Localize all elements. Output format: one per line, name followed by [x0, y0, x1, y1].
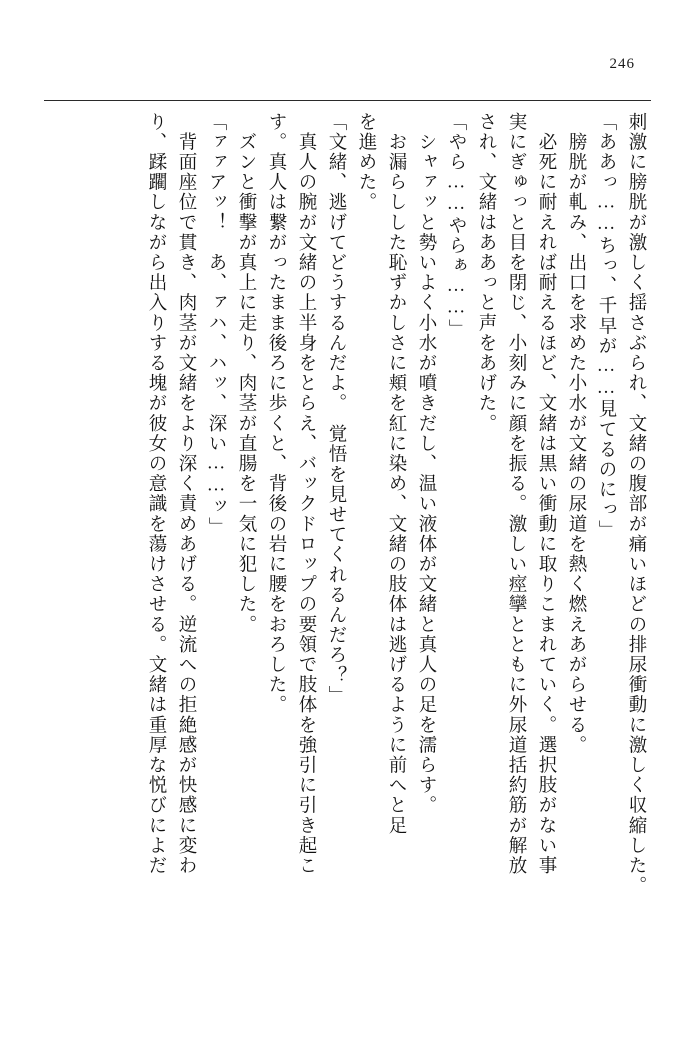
- header-rule: [44, 100, 651, 101]
- text-line: 背面座位で貫き、肉茎が文緒をより深く責めあげる。逆流への拒絶感が快感に変わ: [176, 112, 196, 876]
- text-line: 「ァァアッ！ あ、ァハ、ハッ、深い……ッ」: [206, 112, 226, 538]
- body-text-block: [52, 112, 645, 992]
- text-line: ズンと衝撃が真上に走り、肉茎が直腸を一気に犯した。: [236, 112, 256, 635]
- text-line: 「ああっ……ちっ、千早が……見てるのにっ」: [596, 112, 616, 541]
- text-line: を進めた。: [356, 112, 376, 213]
- text-line: り、蹂躙しながら出入りする塊が彼女の意識を蕩けさせる。文緒は重厚な悦びによだ: [146, 112, 166, 876]
- text-line: シャァッと勢いよく小水が噴きだし、温い液体が文緒と真人の足を濡らす。: [416, 112, 436, 816]
- text-line: 「文緒、逃げてどうするんだよ。 覚悟を見せてくれるんだろ？」: [326, 112, 346, 706]
- page-number: 246: [609, 56, 635, 72]
- text-line: 実にぎゅっと目を閉じ、小刻みに顔を振る。激しい痙攣とともに外尿道括約筋が解放: [506, 112, 526, 876]
- text-line: 膀胱が軋み、出口を求めた小水が文緒の尿道を熱く燃えあがらせる。: [566, 112, 586, 756]
- text-line: 必死に耐えれば耐えるほど、文緒は黒い衝動に取りこまれていく。選択肢がない事: [536, 112, 556, 876]
- text-line: 刺激に膀胱が激しく揺さぶられ、文緒の腹部が痛いほどの排尿衝動に激しく収縮した。: [626, 112, 646, 896]
- text-line: お漏らしした恥ずかしさに頬を紅に染め、文緒の肢体は逃げるように前へと足: [386, 112, 406, 836]
- text-line: 「やら……やらぁ……」: [446, 112, 466, 340]
- text-line: され、文緒はああっと声をあげた。: [476, 112, 496, 434]
- text-line: す。真人は繋がったまま後ろに歩くと、背後の岩に腰をおろした。: [266, 112, 286, 715]
- text-line: 真人の腕が文緒の上半身をとらえ、バックドロップの要領で肢体を強引に引き起こ: [296, 112, 316, 876]
